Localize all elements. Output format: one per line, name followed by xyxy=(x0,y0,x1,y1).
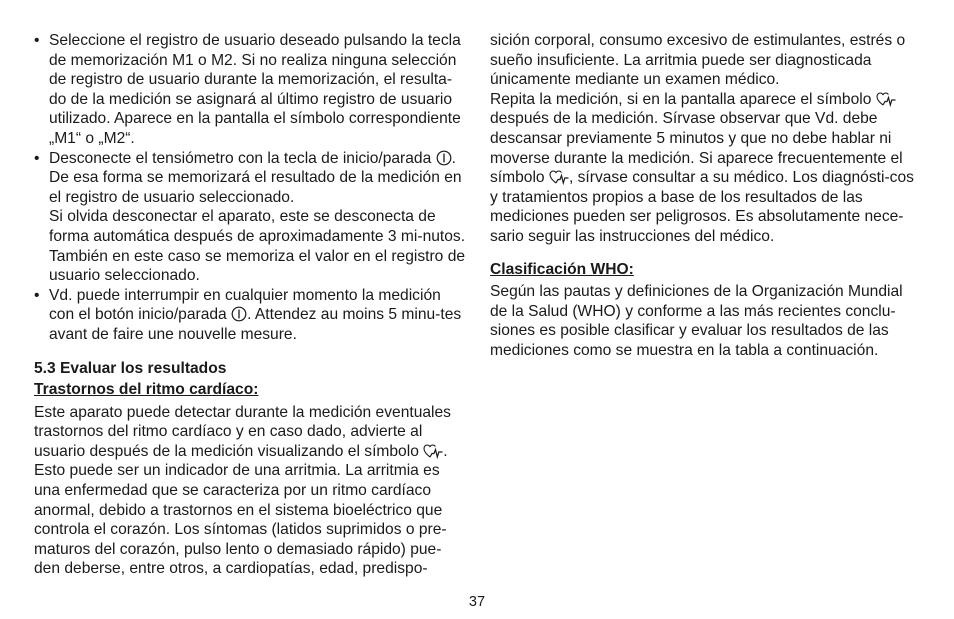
paragraph-text: , sírvase consultar a su médico. Los diagnósti-cos y tratamientos propios a base de los resultados de las mediciones pueden ser peligrosos. Es absolutamente nece-sario seguir las instrucciones del médico. xyxy=(490,169,914,245)
bullet: • xyxy=(34,149,40,167)
subsection-title: Trastornos del ritmo cardíaco: xyxy=(34,381,259,399)
instruction-list xyxy=(34,31,466,345)
paragraph-text: Repita la medición, si en la pantalla aparece el símbolo xyxy=(490,90,872,108)
bullet-text: . De esa forma se memorizará el resultado de la medición en el registro de usuario seleccionado. xyxy=(49,149,462,206)
paragraph-text: después de la medición. Sírvase observar que Vd. debe descansar previamente 5 minutos y que no debe hablar ni moverse durante la medición. Si aparece frecuentemente el símbolo xyxy=(490,110,903,187)
who-paragraph: Según las pautas y definiciones de la Organización Mundial de la Salud (WHO) y conforme a las más recientes conclu-siones es posible clasificar y evaluar los resultados de las mediciones como se muestra en la tabla a continuación. xyxy=(490,283,903,359)
who-title: Clasificación WHO: xyxy=(490,260,634,278)
list-item xyxy=(34,149,466,286)
page-number: 37 xyxy=(468,594,486,610)
bullet-text: Vd. puede interrumpir en cualquier momento la medición con el botón inicio/parada xyxy=(49,286,441,324)
arrhythmia-heart-icon xyxy=(876,92,896,107)
paragraph-repeat-measurement xyxy=(490,90,922,247)
bullet: • xyxy=(34,32,40,49)
bullet-text: Seleccione el registro de usuario deseado pulsando la tecla de memorización M1 o M2. Si no realiza ninguna selección de registro de usuario durante la memorización, el resulta-do de la medición se asignará al último registro de usuario utilizado. Aparece en la pantalla el símbolo correspondiente „M1“ o „M2“. xyxy=(49,32,461,147)
bullet-text: . Attendez au moins 5 minu-tes avant de faire une nouvelle mesure. xyxy=(49,306,462,343)
bullet: • xyxy=(34,286,40,304)
arrhythmia-heart-icon xyxy=(549,170,569,185)
paragraph-text: . Esto puede ser un indicador de una arritmia. La arritmia es una enfermedad que se caracteriza por un ritmo cardíaco anormal, debido a trastornos en el sistema bioeléctrico que controla el corazón. Los síntomas (latidos suprimidos o pre-maturos del corazón, pulso lento o demasiado rápido) pue-den deberse, entre otros, a cardiopatías, edad, predispo- xyxy=(34,442,448,578)
arrhythmia-heart-icon xyxy=(423,444,443,459)
bullet-text: Desconecte el tensiómetro con la tecla de inicio/parada xyxy=(49,149,432,167)
paragraph-continued: sición corporal, consumo excesivo de estimulantes, estrés o sueño insuficiente. La arritmia puede ser diagnosticada únicamente mediante un examen médico. xyxy=(490,32,906,89)
power-icon xyxy=(436,150,452,166)
paragraph-text: Este aparato puede detectar durante la medición eventuales trastornos del ritmo cardíaco y en caso dado, advierte al usuario después de la medición visualizando el símbolo xyxy=(34,403,451,460)
left-column xyxy=(34,31,466,579)
bullet-note: Si olvida desconectar el aparato, este se desconecta de forma automática después de aproximadamente 3 mi-nutos. También en este caso se memoriza el valor en el registro de usuario seleccionado. xyxy=(49,208,466,285)
paragraph-arrhythmia xyxy=(34,403,466,579)
list-item xyxy=(34,31,466,149)
right-column xyxy=(490,31,922,361)
power-icon xyxy=(231,306,247,322)
section-title: 5.3 Evaluar los resultados xyxy=(34,359,227,377)
list-item xyxy=(34,286,466,345)
